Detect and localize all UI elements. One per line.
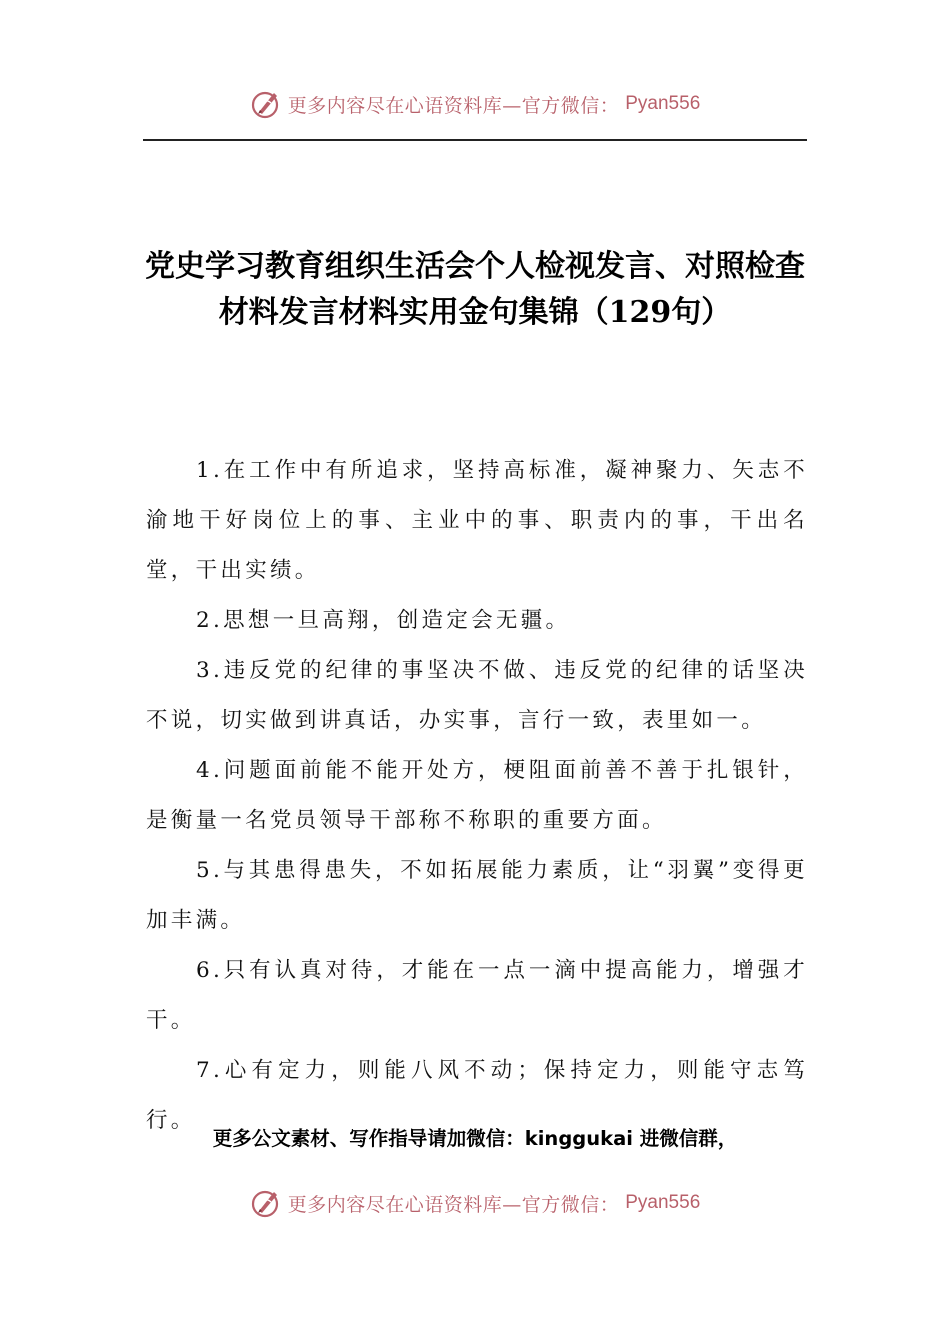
body-paragraph: 5.与其患得患失，不如拓展能力素质，让“羽翼”变得更加丰满。 (146, 858, 808, 933)
promo-line: 更多公文素材、写作指导请加微信：kinggukai 进微信群， (212, 1127, 738, 1150)
body-paragraph: 4.问题面前能不能开处方，梗阻面前善不善于扎银针，是衡量一名党员领导干部称不称职的重要方面。 (146, 758, 808, 833)
document-body (146, 446, 808, 1146)
document-title: 党史学习教育组织生活会个人检视发言、对照检查材料发言材料实用金句集锦（129句） (145, 249, 805, 330)
header-banner-text: 更多内容尽在心语资料库—官方微信： (287, 94, 620, 117)
body-paragraph: 3.违反党的纪律的事坚决不做、违反党的纪律的话坚决不说，切实做到讲真话，办实事，言行一致，表里如一。 (146, 658, 808, 733)
header-banner (0, 84, 950, 124)
footer-banner-wechat-id: Pyan556 (625, 1192, 701, 1213)
quill-pen-logo-icon (250, 88, 282, 120)
header-divider (143, 139, 807, 141)
body-paragraph: 7.心有定力，则能八风不动；保持定力，则能守志笃行。 (146, 1058, 808, 1133)
body-paragraph: 1.在工作中有所追求，坚持高标准，凝神聚力、矢志不渝地干好岗位上的事、主业中的事、职责内的事，干出名堂，干出实绩。 (146, 458, 808, 583)
quill-pen-logo-icon (250, 1187, 282, 1219)
footer-banner (0, 1183, 950, 1223)
body-paragraph: 2.思想一旦高翔，创造定会无疆。 (196, 608, 571, 633)
header-banner-wechat-id: Pyan556 (625, 93, 701, 114)
body-paragraph: 6.只有认真对待，才能在一点一滴中提高能力，增强才干。 (146, 958, 808, 1033)
footer-banner-text: 更多内容尽在心语资料库—官方微信： (287, 1193, 620, 1216)
